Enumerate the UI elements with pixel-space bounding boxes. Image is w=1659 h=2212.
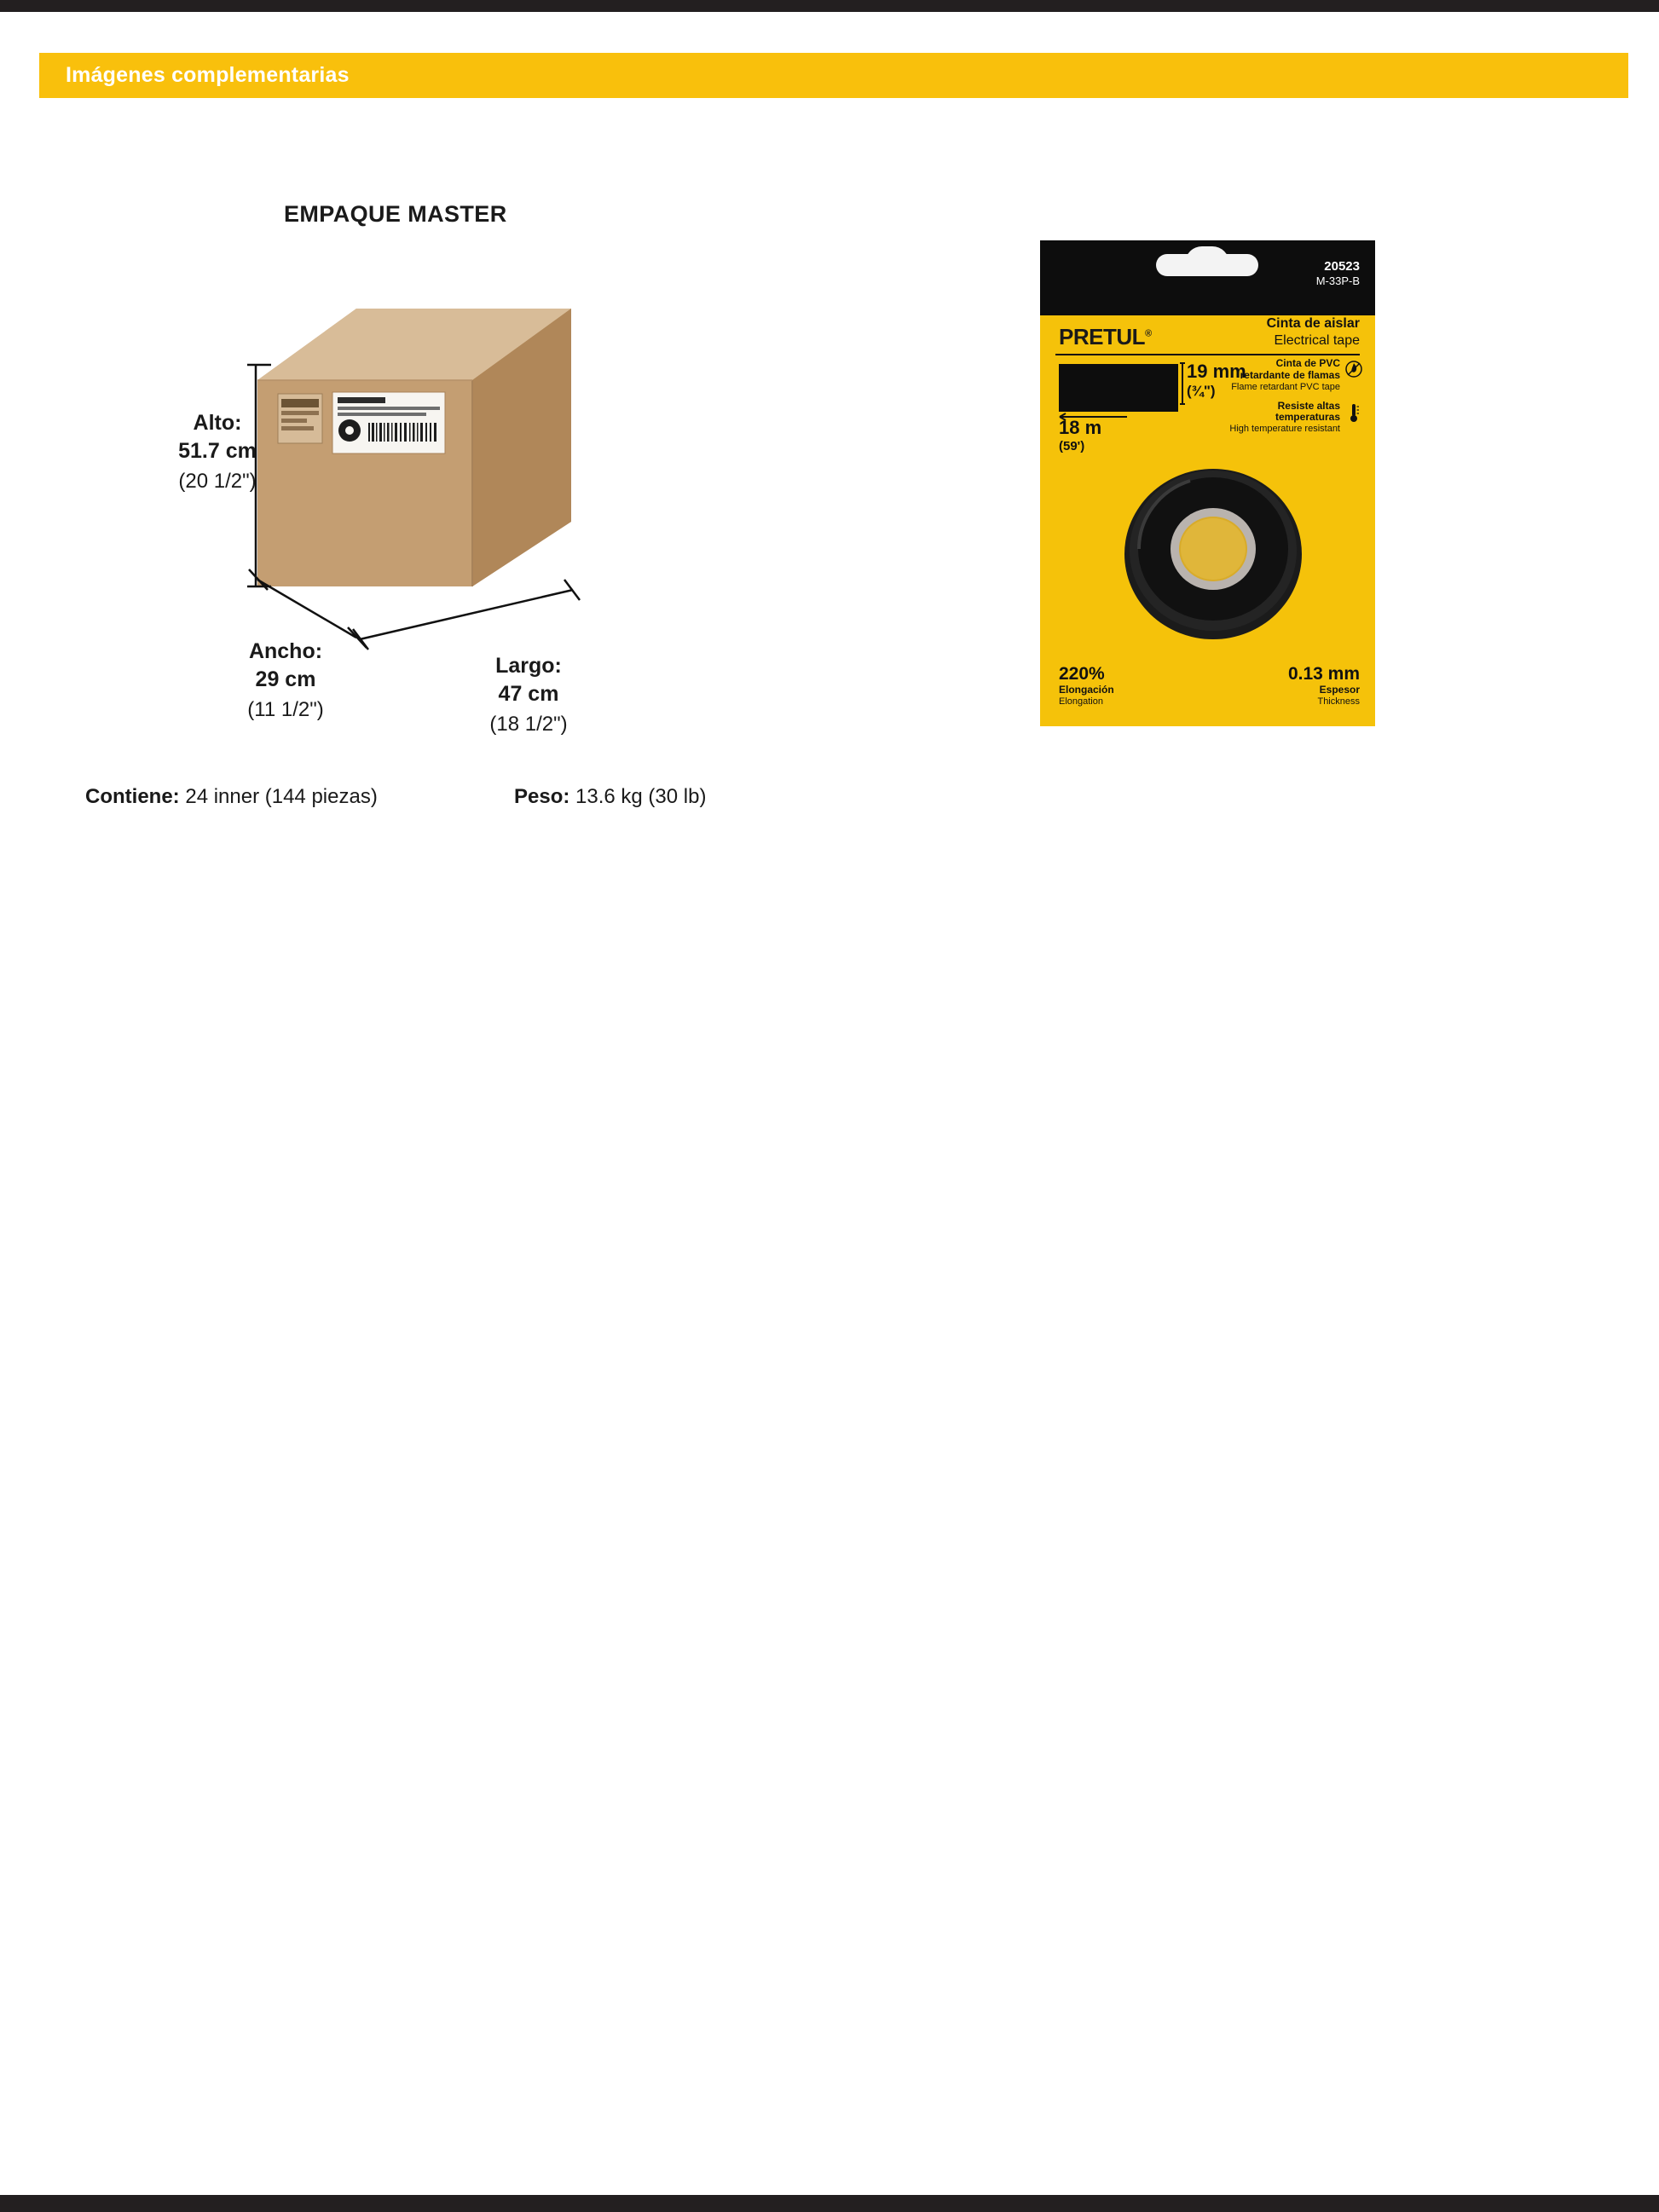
feature-pvc-line1: Cinta de PVC [1275,357,1340,369]
product-title-es: Cinta de aislar [1266,316,1360,331]
dimension-width [213,638,358,724]
height-label: Alto: [193,411,242,435]
weight-value: 13.6 kg (30 lb) [575,785,707,808]
height-imperial: (20 1/2") [178,470,257,493]
dimension-length [452,652,605,738]
width-metric: 29 cm [255,667,316,691]
product-title-block [1267,315,1360,349]
width-imperial: (11 1/2") [247,698,324,721]
weight-info [514,785,706,809]
master-carton-illustration [247,298,708,656]
thickness-label-es: Espesor [1319,684,1360,696]
feature-flame-line1: retardante de flamas [1240,368,1340,381]
tape-roll-graphic [1122,460,1305,644]
brand-name: PRETUL [1059,324,1145,349]
thickness-spec [1288,664,1360,707]
product-sku: 20523 [1324,259,1360,274]
contains-value: 24 inner (144 piezas) [185,785,378,808]
length-label: Largo: [495,654,562,678]
tape-width-imperial: (¾") [1187,382,1216,399]
product-title-en: Electrical tape [1274,332,1360,348]
package-divider [1055,354,1360,355]
length-metric: 47 cm [498,682,559,706]
flame-icon [1344,358,1363,384]
tape-length-value: 18 m [1059,417,1102,438]
width-label: Ancho: [248,639,323,663]
width-bracket-icon [1178,361,1187,406]
thermometer-icon [1344,401,1363,428]
tape-color-swatch [1059,364,1178,412]
product-package-image [1040,240,1375,726]
contains-info [85,785,378,809]
section-header-band [39,53,1628,98]
elongation-label-es: Elongación [1059,684,1114,696]
weight-label: Peso: [514,785,570,808]
product-features [1227,358,1363,442]
length-imperial: (18 1/2") [489,713,568,736]
feature-item-temperature [1227,401,1363,436]
contains-label: Contiene: [85,785,180,808]
elongation-value: 220% [1059,663,1105,684]
thickness-label-en: Thickness [1317,696,1360,707]
hang-hole [1156,254,1258,276]
dimension-height [153,409,281,495]
feature-flame-line2: Flame retardant PVC tape [1231,381,1340,392]
tape-length-imperial: (59') [1059,438,1085,453]
height-metric: 51.7 cm [178,439,257,463]
tape-width-value: 19 mm [1187,361,1246,382]
product-model: M-33P-B [1315,274,1360,287]
feature-temp-line1: Resiste altas [1277,399,1340,412]
top-bar [0,0,1659,12]
feature-temp-line2: temperaturas [1275,411,1340,424]
feature-temp-line3: High temperature resistant [1229,424,1340,435]
elongation-label-en: Elongation [1059,696,1103,707]
elongation-spec [1059,664,1114,707]
tape-length-spec [1059,418,1101,454]
page-title: Imágenes complementarias [66,63,350,87]
registered-mark: ® [1145,328,1152,339]
feature-item-pvc [1227,358,1363,393]
bottom-bar [0,2195,1659,2212]
product-code-block [1316,259,1360,287]
brand-logo [1059,324,1152,350]
thickness-value: 0.13 mm [1287,663,1360,684]
empaque-master-heading: EMPAQUE MASTER [284,201,507,227]
